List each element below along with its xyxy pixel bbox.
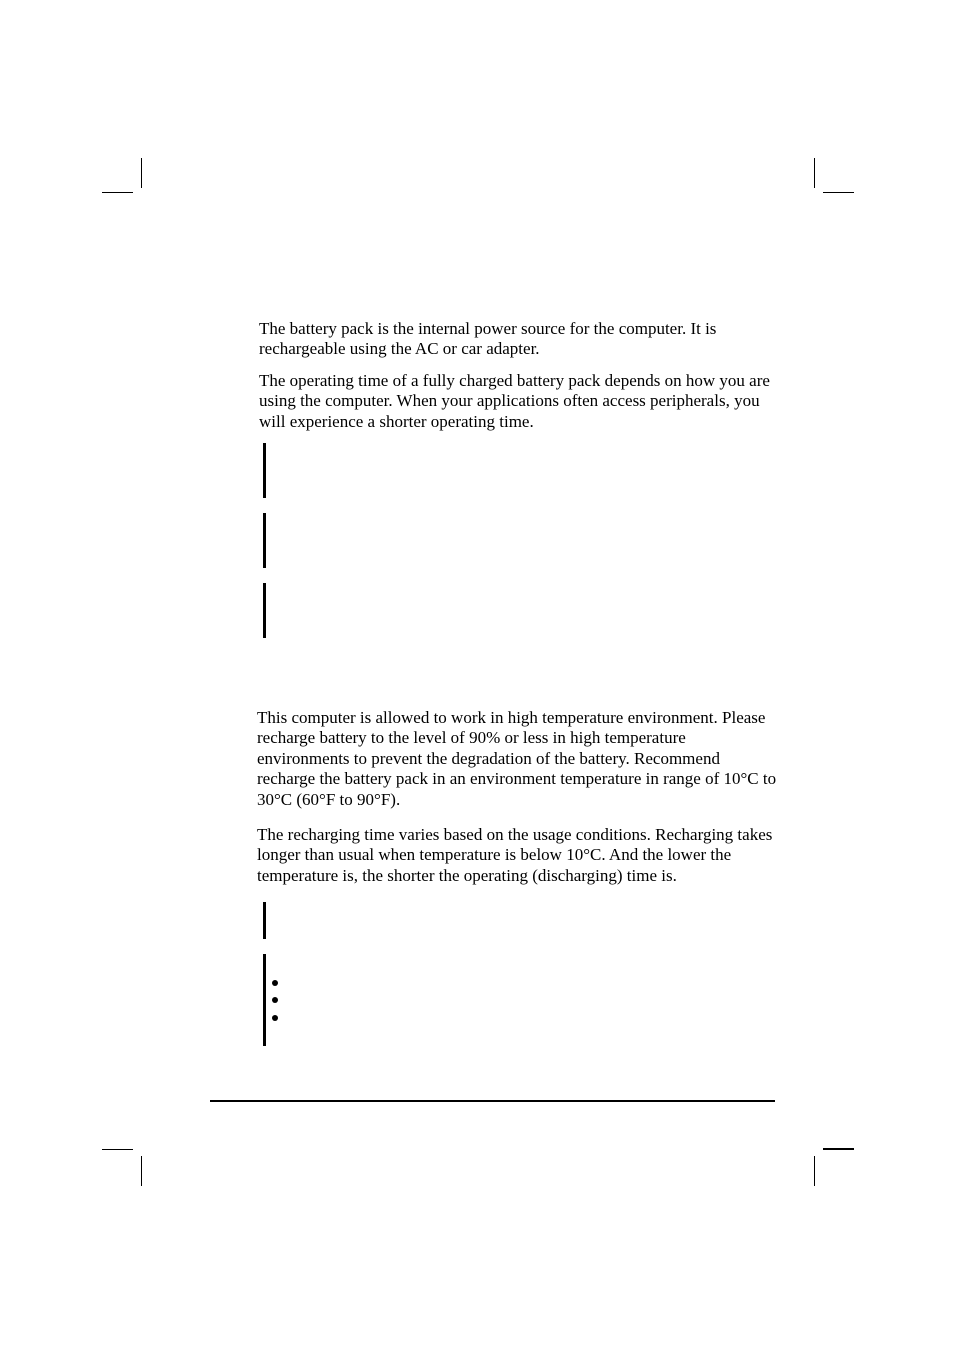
- paragraph-recharging-time: The recharging time varies based on the usage conditions. Recharging takes longer than usual when temperature is below 10°C. And the lower the temperature is, the shorter the operating (discharging) time is.: [257, 825, 773, 885]
- crop-mark-bottom-left-vertical: [141, 1156, 142, 1186]
- crop-mark-bottom-right-horizontal: [823, 1148, 854, 1150]
- crop-mark-top-left-horizontal: [102, 192, 133, 193]
- footer-rule: [210, 1100, 775, 1102]
- paragraph-battery-intro: The battery pack is the internal power source for the computer. It is rechargeable using the AC or car adapter.: [259, 319, 717, 359]
- bullet-point: [272, 997, 278, 1003]
- crop-mark-top-right-vertical: [814, 158, 815, 188]
- crop-mark-top-right-horizontal: [823, 192, 854, 193]
- paragraph-operating-time: The operating time of a fully charged battery pack depends on how you are using the computer. When your applications often access peripherals, you will experience a shorter operating time.: [259, 371, 770, 431]
- paragraph-high-temperature: This computer is allowed to work in high temperature environment. Please recharge battery to the level of 90% or less in high temperature environments to prevent the degradation of the battery. Recommend recharge the battery pack in an environment temperature in range of 10°C to 30°C (60°F to 90°F).: [257, 708, 777, 809]
- crop-mark-top-left-vertical: [141, 158, 142, 188]
- note-bar: [263, 583, 266, 638]
- note-bar-with-bullets: [263, 954, 266, 1046]
- bullet-point: [272, 1015, 278, 1021]
- note-bar: [263, 443, 266, 498]
- crop-mark-bottom-right-vertical: [814, 1156, 815, 1186]
- note-bar: [263, 902, 266, 939]
- note-bar: [263, 513, 266, 568]
- crop-mark-bottom-left-horizontal: [102, 1149, 133, 1150]
- bullet-point: [272, 980, 278, 986]
